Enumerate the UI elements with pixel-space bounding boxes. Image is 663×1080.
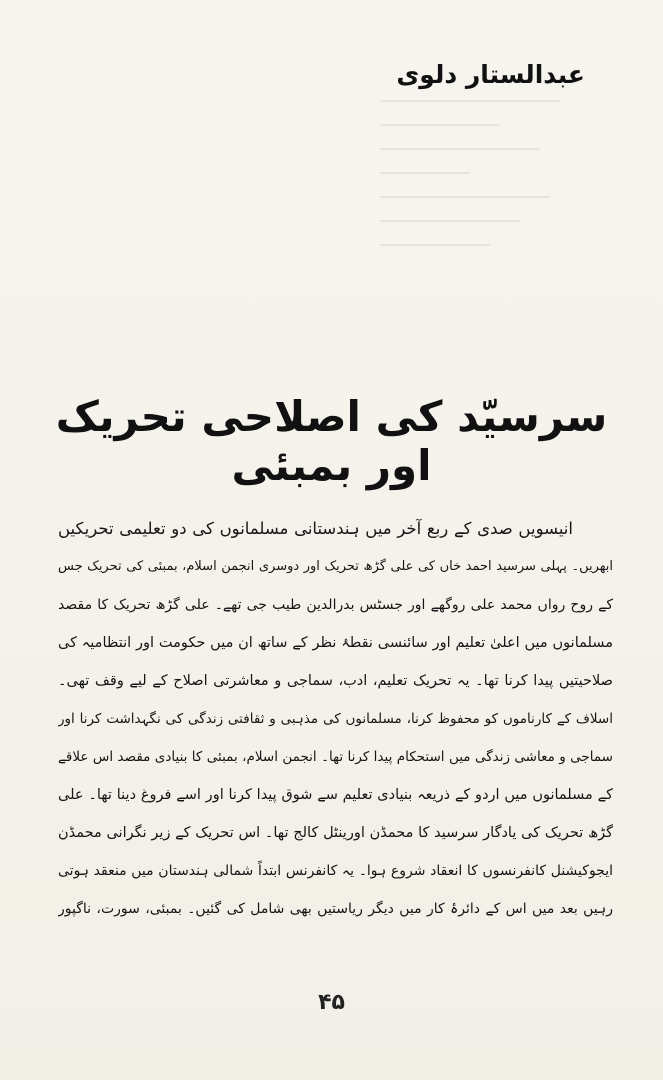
body-line: رہیں بعد میں اس کے دائرۂ کار میں دیگر ریاستیں بھی شامل کی گئیں۔ بمبئی، سورت، ناگپور xyxy=(58,901,613,917)
body-line: انیسویں صدی کے ربع آخر میں ہندستانی مسلمانوں کی دو تعلیمی تحریکیں xyxy=(58,519,573,538)
running-head: عبدالستار دلوی xyxy=(396,60,585,89)
body-line: سماجی و معاشی زندگی میں استحکام پیدا کرنا تھا۔ انجمن اسلام، بمبئی کا بنیادی مقصد اس علاقے xyxy=(58,749,613,765)
body-line: کے مسلمانوں میں اردو کے ذریعہ بنیادی تعلیم سے شوق پیدا کرنا اور اسے فروغ دینا تھا۔ علی xyxy=(58,787,613,803)
body-line: ایجوکیشنل کانفرنسوں کا انعقاد شروع ہوا۔ یہ کانفرنس ابتداً شمالی ہندستان میں منعقد ہوتی xyxy=(58,863,613,879)
body-line: مسلمانوں میں اعلیٰ تعلیم اور سائنسی نقطۂ نظر کے ساتھ ان میں حکومت اور انتظامیہ کی xyxy=(58,635,613,651)
body-line: کے روح رواں محمد علی روگھے اور جسٹس بدرالدین طیب جی تھے۔ علی گڑھ تحریک کا مقصد xyxy=(58,597,613,613)
body-line: گڑھ تحریک کی یادگار سرسید کا محمڈن اورینٹل کالج تھا۔ اس تحریک کے زیر نگرانی محمڈن xyxy=(58,825,613,841)
body-line: اسلاف کے کارناموں کو محفوظ کرنا، مسلمانوں کی مذہبی و ثقافتی زندگی کی نگہداشت کرنا اور xyxy=(58,711,613,727)
chapter-title: سرسیّد کی اصلاحی تحریک اور بمبئی xyxy=(55,392,608,490)
page-number: ۴۵ xyxy=(318,990,345,1015)
body-line: صلاحیتیں پیدا کرنا تھا۔ یہ تحریک تعلیم، ادب، سماجی و معاشرتی اصلاح کے لیے وقف تھی۔ xyxy=(58,673,613,689)
body-text xyxy=(58,510,613,928)
show-through-text xyxy=(380,100,580,360)
body-line: ابھریں۔ پہلی سرسید احمد خاں کی علی گڑھ تحریک اور دوسری انجمن اسلام، بمبئی کی تحریک جس xyxy=(58,559,613,574)
